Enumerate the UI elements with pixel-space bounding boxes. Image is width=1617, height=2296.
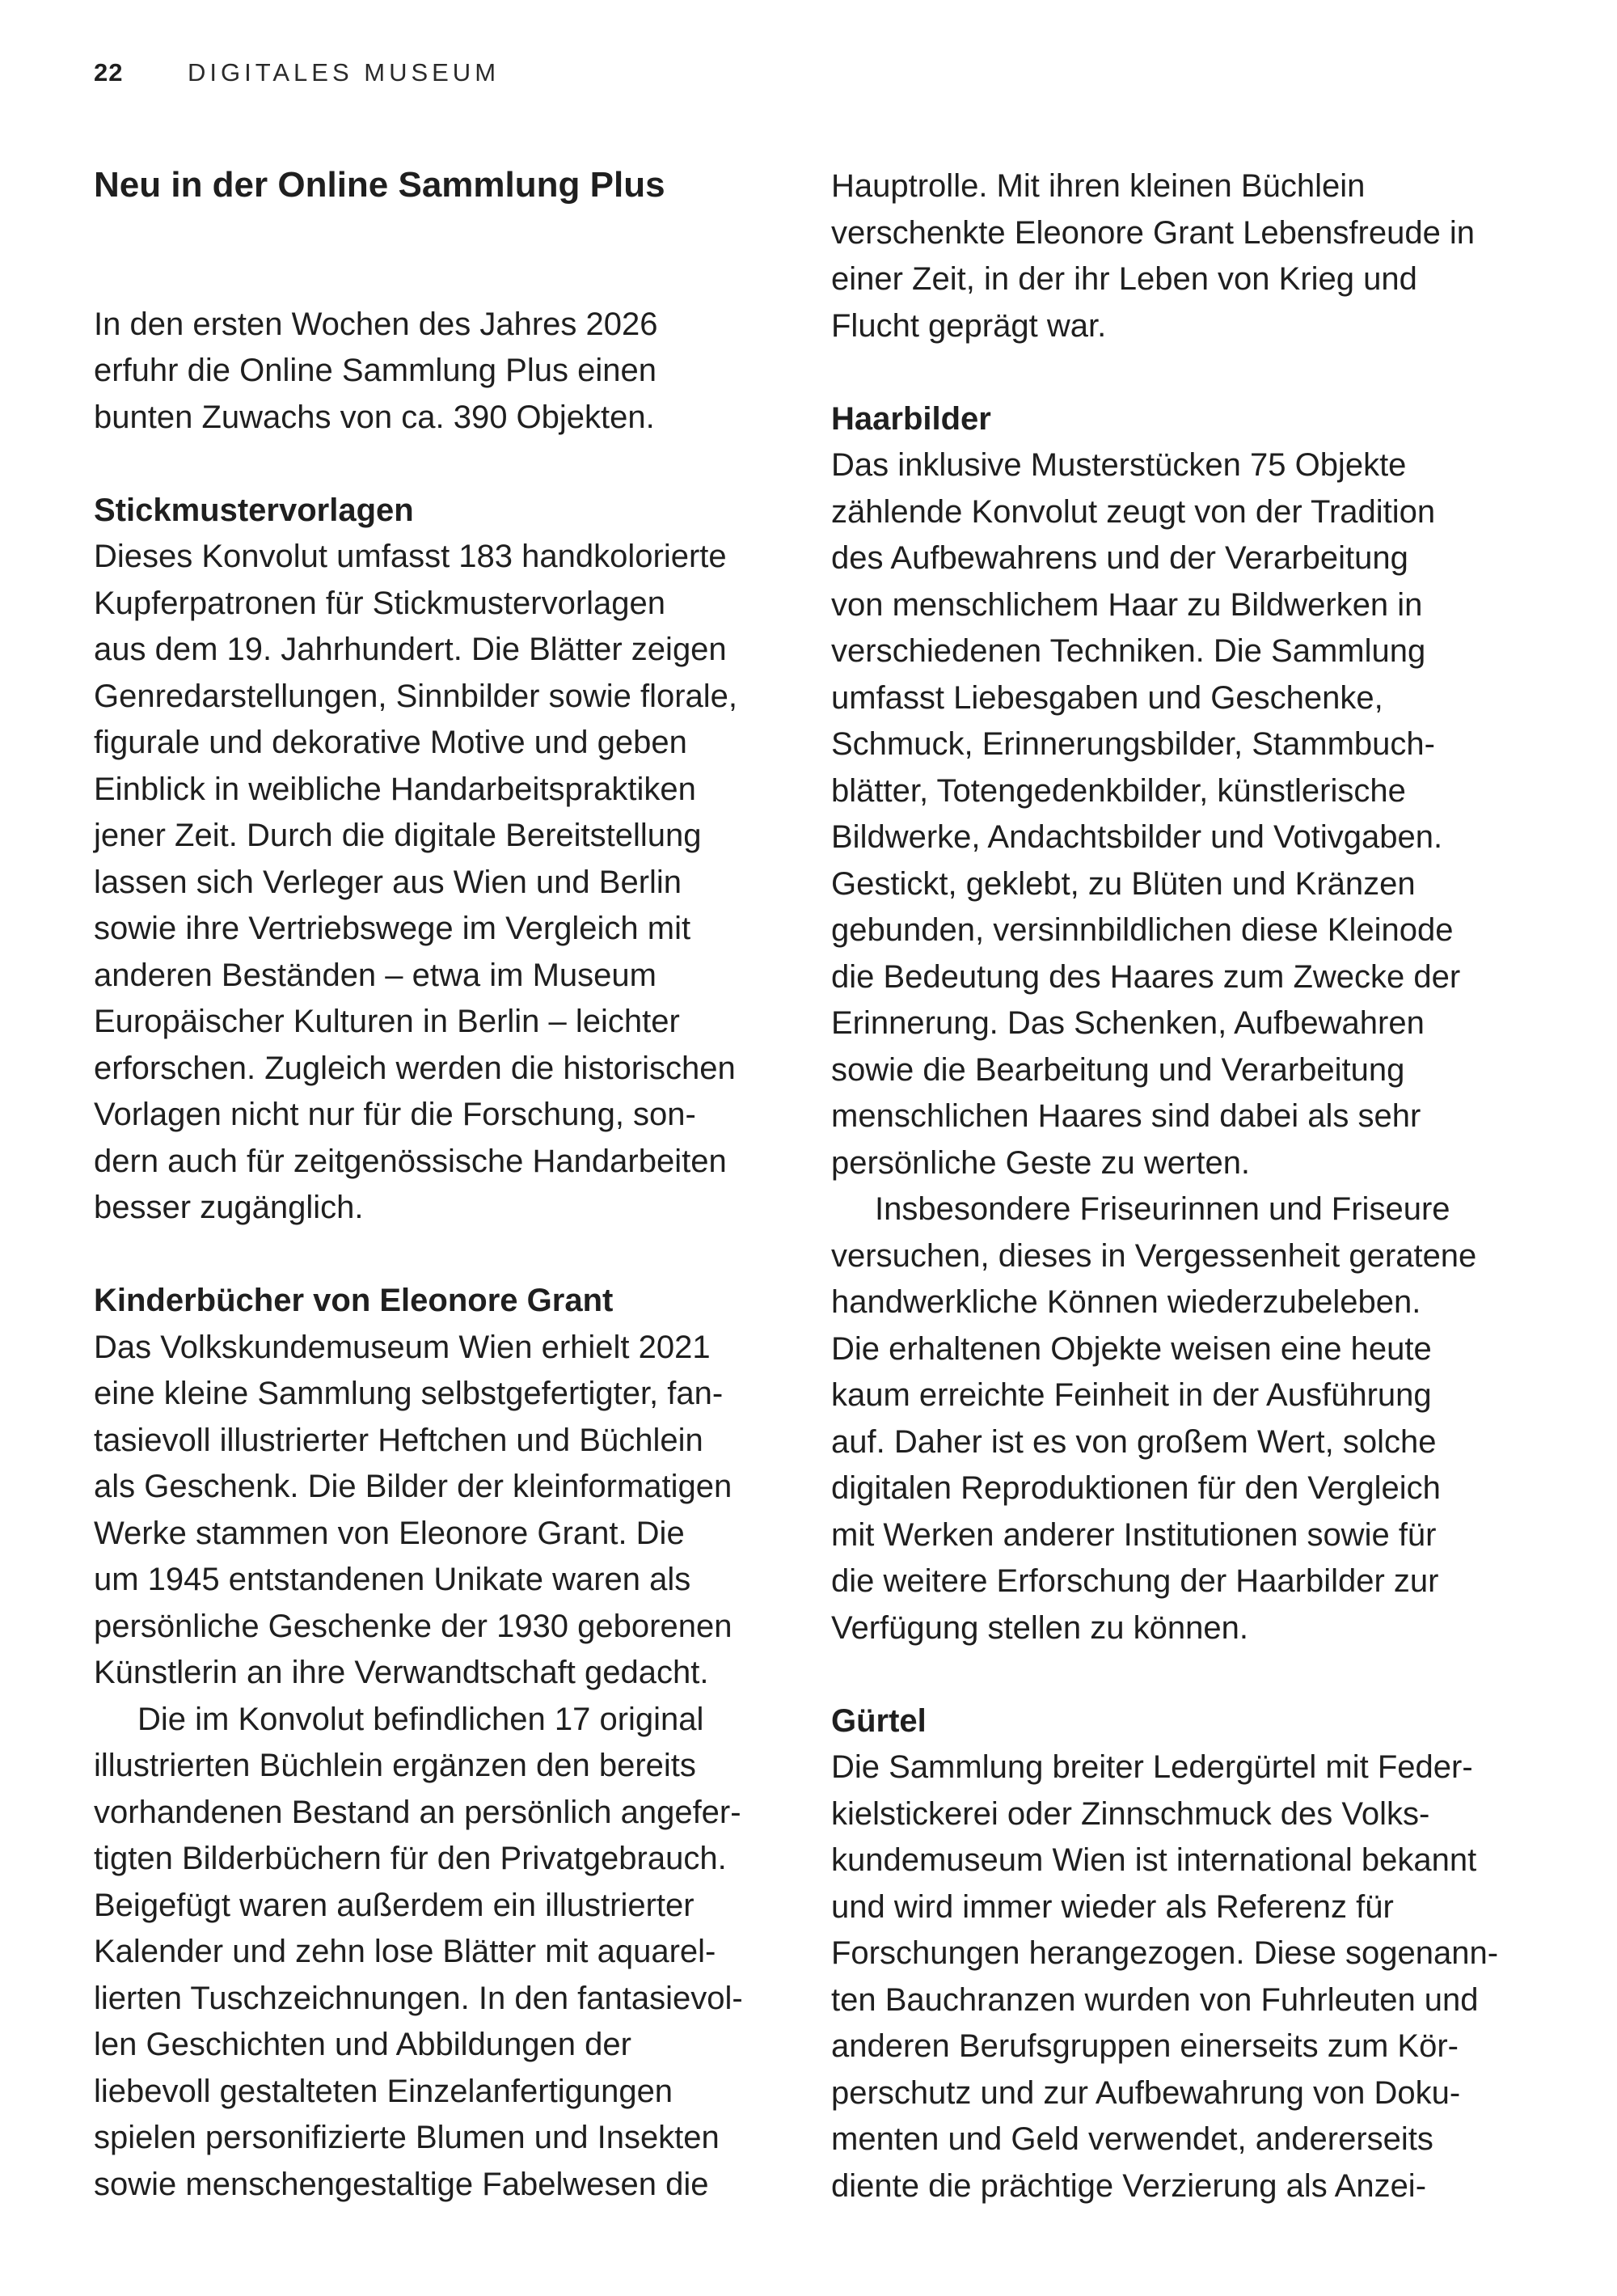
running-head (94, 57, 500, 89)
section-heading: Stickmustervorlagen (94, 492, 414, 528)
text-line: Werke stammen von Eleonore Grant. Die (94, 1515, 685, 1551)
text-line: einer Zeit, in der ihr Leben von Krieg und (831, 261, 1417, 297)
text-line: auf. Daher ist es von großem Wert, solche (831, 1423, 1437, 1460)
text-line: Erinnerung. Das Schenken, Aufbewahren (831, 1005, 1425, 1041)
text-line: versuchen, dieses in Vergessenheit geratene (831, 1237, 1477, 1274)
left-column (94, 162, 805, 2208)
text-line: Kalender und zehn lose Blätter mit aquarel- (94, 1934, 716, 1969)
text-line: len Geschichten und Abbildungen der (94, 2027, 631, 2062)
text-line: gebunden, versinnbildlichen diese Kleinode (831, 912, 1454, 948)
text-line: In den ersten Wochen des Jahres 2026 (94, 306, 658, 342)
text-line: persönliche Geste zu werten. (831, 1144, 1251, 1181)
text-line: tasievoll illustrierter Heftchen und Büchlein (94, 1422, 703, 1458)
text-line: menschlichen Haares sind dabei als sehr (831, 1098, 1421, 1134)
text-line: tigten Bilderbüchern für den Privatgebrauch. (94, 1841, 727, 1876)
section-name: DIGITALES MUSEUM (188, 58, 500, 87)
text-line: erforschen. Zugleich werden die historischen (94, 1050, 736, 1086)
text-line: Die Sammlung breiter Ledergürtel mit Feder- (831, 1749, 1473, 1785)
paragraph (94, 1697, 805, 2209)
text-line: Vorlagen nicht nur für die Forschung, son- (94, 1097, 696, 1132)
text-line: Das Volkskundemuseum Wien erhielt 2021 (94, 1329, 711, 1365)
text-line: umfasst Liebesgaben und Geschenke, (831, 679, 1383, 716)
text-line: erfuhr die Online Sammlung Plus einen (94, 353, 657, 388)
text-line: kundemuseum Wien ist international bekannt (831, 1842, 1477, 1878)
text-line: Beigefügt waren außerdem ein illustrierter (94, 1887, 695, 1923)
text-line: die Bedeutung des Haares zum Zwecke der (831, 958, 1461, 995)
text-line: Genredarstellungen, Sinnbilder sowie florale, (94, 678, 738, 714)
text-line: um 1945 entstandenen Unikate waren als (94, 1562, 691, 1597)
text-line: Hauptrolle. Mit ihren kleinen Büchlein (831, 168, 1366, 204)
text-line: Gestickt, geklebt, zu Blüten und Kränzen (831, 865, 1416, 902)
text-line: Die im Konvolut befindlichen 17 original (137, 1701, 704, 1737)
text-line: sowie die Bearbeitung und Verarbeitung (831, 1051, 1405, 1088)
text-line: bunten Zuwachs von ca. 390 Objekten. (94, 399, 655, 435)
text-line: Insbesondere Friseurinnen und Friseure (875, 1191, 1450, 1227)
text-line: Das inklusive Musterstücken 75 Objekte (831, 447, 1407, 483)
spacer (831, 349, 1543, 396)
text-line: aus dem 19. Jahrhundert. Die Blätter zeigen (94, 632, 727, 667)
text-line: Einblick in weibliche Handarbeitspraktiken (94, 771, 696, 807)
spacer (94, 441, 805, 488)
text-line: diente die prächtige Verzierung als Anzei- (831, 2167, 1427, 2204)
text-line: des Aufbewahrens und der Verarbeitung (831, 540, 1408, 576)
text-line: Kupferpatronen für Stickmustervorlagen (94, 585, 666, 621)
paragraph (831, 1186, 1543, 1651)
text-line: sowie menschengestaltige Fabelwesen die (94, 2166, 709, 2202)
spacer (94, 1232, 805, 1279)
text-line: eine kleine Sammlung selbstgefertigter, fan- (94, 1376, 724, 1411)
section-heading: Haarbilder (831, 400, 991, 437)
text-line: ten Bauchranzen wurden von Fuhrleuten und (831, 1981, 1479, 2018)
text-line: blätter, Totengedenkbilder, künstlerische (831, 772, 1406, 809)
text-line: lierten Tuschzeichnungen. In den fantasievol- (94, 1980, 743, 2016)
text-line: als Geschenk. Die Bilder der kleinformatigen (94, 1469, 733, 1504)
spacer (831, 1651, 1543, 1698)
text-line: besser zugänglich. (94, 1190, 364, 1225)
text-line: anderen Beständen – etwa im Museum (94, 957, 657, 993)
text-line: Dieses Konvolut umfasst 183 handkolorierte (94, 539, 727, 574)
text-line: zählende Konvolut zeugt von der Tradition (831, 493, 1436, 530)
section-haarbilder (831, 396, 1543, 1652)
section-stickmustervorlagen (94, 488, 805, 1232)
paragraph-continued (831, 163, 1543, 349)
text-line: sowie ihre Vertriebswege im Vergleich mit (94, 911, 691, 946)
text-line: persönliche Geschenke der 1930 geborenen (94, 1608, 733, 1644)
text-line: kaum erreichte Feinheit in der Ausführung (831, 1377, 1432, 1413)
paragraph (94, 534, 805, 1232)
page-number: 22 (94, 58, 124, 87)
text-line: lassen sich Verleger aus Wien und Berlin (94, 864, 682, 900)
text-line: illustrierten Büchlein ergänzen den bereits (94, 1748, 696, 1783)
paragraph (831, 442, 1543, 1186)
paragraph (94, 1325, 805, 1697)
text-line: dern auch für zeitgenössische Handarbeiten (94, 1143, 727, 1179)
text-line: Flucht geprägt war. (831, 307, 1107, 344)
intro-paragraph (94, 302, 805, 442)
text-line: und wird immer wieder als Referenz für (831, 1888, 1394, 1925)
text-line: jener Zeit. Durch die digitale Bereitstellung (94, 818, 702, 853)
text-line: anderen Berufsgruppen einerseits zum Kör- (831, 2028, 1459, 2064)
text-line: Schmuck, Erinnerungsbilder, Stammbuch- (831, 726, 1435, 762)
text-line: mit Werken anderer Institutionen sowie für (831, 1516, 1437, 1553)
text-line: spielen personifizierte Blumen und Insekten (94, 2120, 720, 2155)
text-line: liebevoll gestalteten Einzelanfertigungen (94, 2073, 673, 2109)
section-guertel (831, 1698, 1543, 2210)
text-line: verschenkte Eleonore Grant Lebensfreude in (831, 214, 1476, 251)
text-line: digitalen Reproduktionen für den Vergleich (831, 1470, 1441, 1506)
text-line: Künstlerin an ihre Verwandtschaft gedacht. (94, 1655, 709, 1690)
text-line: Verfügung stellen zu können. (831, 1609, 1248, 1646)
text-line: Bildwerke, Andachtsbilder und Votivgaben. (831, 819, 1443, 855)
spacer (94, 209, 805, 302)
text-line: handwerkliche Können wiederzubeleben. (831, 1284, 1421, 1320)
text-line: von menschlichem Haar zu Bildwerken in (831, 586, 1423, 623)
text-line: die weitere Erforschung der Haarbilder zur (831, 1563, 1439, 1599)
text-line: Europäischer Kulturen in Berlin – leichter (94, 1004, 680, 1039)
text-line: menten und Geld verwendet, andererseits (831, 2121, 1433, 2157)
text-line: kielstickerei oder Zinnschmuck des Volks- (831, 1795, 1430, 1832)
section-kinderbuecher (94, 1278, 805, 2208)
paragraph (831, 1744, 1543, 2209)
text-line: vorhandenen Bestand an persönlich angefer- (94, 1794, 741, 1830)
section-heading: Gürtel (831, 1702, 927, 1739)
text-line: Forschungen herangezogen. Diese sogenann- (831, 1935, 1499, 1971)
text-line: Die erhaltenen Objekte weisen eine heute (831, 1330, 1432, 1367)
article-title: Neu in der Online Sammlung Plus (94, 165, 665, 205)
right-column (831, 163, 1543, 2209)
text-line: verschiedenen Techniken. Die Sammlung (831, 633, 1426, 669)
text-line: figurale und dekorative Motive und geben (94, 725, 687, 760)
section-heading: Kinderbücher von Eleonore Grant (94, 1283, 614, 1318)
text-line: perschutz und zur Aufbewahrung von Doku- (831, 2074, 1461, 2111)
